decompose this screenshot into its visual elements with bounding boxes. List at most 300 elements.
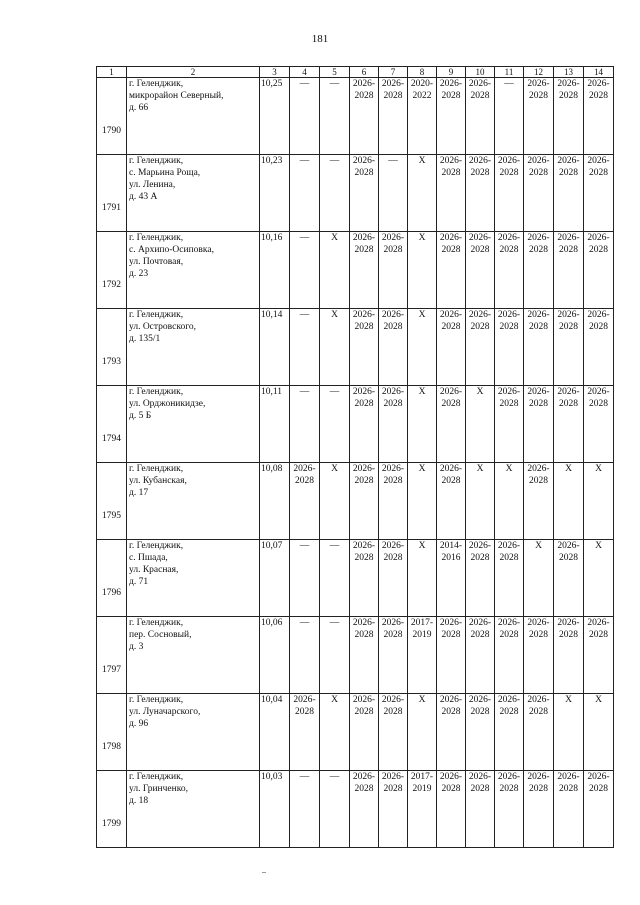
- address-line: ул. Ленина,: [129, 180, 176, 190]
- period-text: 2028: [529, 245, 548, 255]
- period-text: 2028: [354, 91, 374, 101]
- period-text: X: [476, 464, 484, 474]
- period-text: 2028: [529, 322, 548, 332]
- period-cell: [495, 78, 524, 155]
- period-text: X: [331, 464, 338, 474]
- rating-value: 10,11: [260, 386, 290, 463]
- period-text: 2026-: [587, 156, 610, 166]
- period-cell: [320, 540, 350, 617]
- period-cell: [320, 694, 350, 771]
- period-text: 2026-: [587, 310, 610, 320]
- period-text: 2026-: [352, 464, 376, 474]
- period-cell: [408, 694, 437, 771]
- period-text: X: [331, 233, 338, 243]
- period-cell: [320, 78, 350, 155]
- rating-value: 10,07: [260, 540, 290, 617]
- period-text: —: [299, 541, 310, 551]
- period-text: X: [418, 695, 426, 705]
- period-text: —: [329, 618, 340, 628]
- scan-mark: [262, 872, 266, 873]
- period-text: 2026-: [587, 772, 610, 782]
- period-text: 2028: [559, 168, 578, 178]
- period-text: 2026-: [439, 387, 463, 397]
- address-cell: [127, 232, 260, 309]
- table-row: [97, 771, 614, 848]
- period-cell: [466, 386, 495, 463]
- row-number: 1797: [97, 617, 127, 694]
- row-number: 1790: [97, 78, 127, 155]
- period-cell: [408, 617, 437, 694]
- period-cell: [437, 386, 466, 463]
- address-line: г. Геленджик,: [129, 618, 184, 628]
- address-line: д. 43 А: [129, 192, 158, 202]
- period-text: 2028: [470, 630, 490, 640]
- address-line: г. Геленджик,: [129, 695, 184, 705]
- column-header: 13: [554, 67, 584, 78]
- period-cell: [408, 232, 437, 309]
- period-text: 2026-: [381, 464, 405, 474]
- period-text: 2028: [383, 91, 403, 101]
- period-text: 2028: [529, 476, 548, 486]
- period-cell: [584, 694, 614, 771]
- period-text: 2028: [383, 245, 403, 255]
- period-text: 2028: [589, 245, 608, 255]
- period-text: 2028: [441, 707, 461, 717]
- period-text: 2026-: [468, 156, 492, 166]
- period-cell: [290, 386, 320, 463]
- period-cell: [379, 771, 408, 848]
- row-number: 1796: [97, 540, 127, 617]
- period-text: 2028: [559, 91, 578, 101]
- column-header: 8: [408, 67, 437, 78]
- period-text: 2028: [589, 630, 608, 640]
- period-text: 2026-: [468, 541, 492, 551]
- period-text: 2026-: [439, 156, 463, 166]
- period-cell: [584, 617, 614, 694]
- period-cell: [408, 78, 437, 155]
- period-cell: [408, 771, 437, 848]
- period-cell: [495, 155, 524, 232]
- period-cell: [350, 155, 379, 232]
- period-text: 2028: [354, 399, 374, 409]
- period-text: 2026-: [439, 464, 463, 474]
- address-cell: [127, 386, 260, 463]
- period-text: 2028: [383, 630, 403, 640]
- period-cell: [379, 309, 408, 386]
- period-text: 2026-: [468, 233, 492, 243]
- address-line: г. Геленджик,: [129, 464, 184, 474]
- period-text: 2026-: [381, 233, 405, 243]
- period-cell: [408, 155, 437, 232]
- period-cell: [379, 232, 408, 309]
- period-text: 2028: [354, 630, 374, 640]
- period-text: 2028: [354, 476, 374, 486]
- period-text: 2026-: [527, 233, 550, 243]
- period-text: X: [595, 541, 602, 551]
- period-text: X: [595, 695, 602, 705]
- column-header: 10: [466, 67, 495, 78]
- address-cell: [127, 771, 260, 848]
- period-cell: [437, 78, 466, 155]
- period-cell: [350, 232, 379, 309]
- column-header: 1: [97, 67, 127, 78]
- period-text: X: [505, 464, 513, 474]
- period-cell: [466, 463, 495, 540]
- table-row: [97, 78, 614, 155]
- period-text: 2028: [441, 399, 461, 409]
- address-line: с. Марьина Роща,: [129, 168, 201, 178]
- period-cell: [320, 386, 350, 463]
- period-cell: [495, 386, 524, 463]
- period-cell: [290, 771, 320, 848]
- period-text: 2028: [589, 399, 608, 409]
- period-text: 2028: [441, 168, 461, 178]
- period-text: X: [418, 387, 426, 397]
- period-text: 2026-: [381, 541, 405, 551]
- period-cell: [437, 155, 466, 232]
- period-text: 2026-: [468, 79, 492, 89]
- period-text: 2019: [412, 784, 432, 794]
- row-number: 1791: [97, 155, 127, 232]
- rating-value: 10,25: [260, 78, 290, 155]
- period-text: 2026-: [352, 695, 376, 705]
- address-line: г. Геленджик,: [129, 233, 184, 243]
- period-cell: [466, 694, 495, 771]
- period-text: 2026-: [587, 618, 610, 628]
- period-cell: [584, 78, 614, 155]
- period-text: —: [299, 156, 310, 166]
- period-cell: [524, 309, 554, 386]
- address-line: д. 96: [129, 719, 149, 729]
- table-row: [97, 386, 614, 463]
- address-line: д. 23: [129, 269, 149, 279]
- period-text: —: [504, 79, 514, 89]
- period-cell: [320, 155, 350, 232]
- period-cell: [466, 78, 495, 155]
- period-text: 2026-: [497, 541, 521, 551]
- period-cell: [350, 617, 379, 694]
- address-line: г. Геленджик,: [129, 772, 184, 782]
- period-cell: [466, 540, 495, 617]
- period-text: 2026-: [527, 310, 550, 320]
- period-text: 2028: [470, 91, 490, 101]
- address-line: микрорайон Северный,: [129, 91, 224, 101]
- period-text: 2028: [470, 168, 490, 178]
- period-cell: [584, 232, 614, 309]
- period-text: 2026-: [381, 618, 405, 628]
- period-text: 2028: [529, 784, 548, 794]
- period-cell: [290, 155, 320, 232]
- period-text: 2026-: [557, 772, 580, 782]
- period-cell: [554, 386, 584, 463]
- period-cell: [554, 309, 584, 386]
- row-number: 1798: [97, 694, 127, 771]
- column-header: 7: [379, 67, 408, 78]
- period-cell: [495, 540, 524, 617]
- period-text: X: [535, 541, 542, 551]
- column-header: 11: [495, 67, 524, 78]
- period-text: —: [329, 79, 340, 89]
- period-cell: [437, 309, 466, 386]
- column-header: 9: [437, 67, 466, 78]
- period-text: 2026-: [468, 695, 492, 705]
- period-text: 2026-: [557, 618, 580, 628]
- period-text: 2028: [499, 707, 519, 717]
- period-cell: [290, 78, 320, 155]
- period-text: 2028: [354, 707, 374, 717]
- period-cell: [495, 694, 524, 771]
- period-text: 2017-: [410, 618, 434, 628]
- period-text: 2026-: [527, 79, 550, 89]
- period-text: 2028: [499, 553, 519, 563]
- rating-value: 10,16: [260, 232, 290, 309]
- period-text: —: [299, 233, 310, 243]
- address-cell: [127, 617, 260, 694]
- period-text: 2028: [529, 630, 548, 640]
- rating-value: 10,08: [260, 463, 290, 540]
- period-text: 2028: [295, 476, 314, 486]
- address-line: ул. Почтовая,: [129, 257, 184, 267]
- period-text: —: [329, 387, 340, 397]
- column-header: 3: [260, 67, 290, 78]
- period-text: 2026-: [352, 79, 376, 89]
- address-line: ул. Орджоникидзе,: [129, 399, 206, 409]
- address-line: ул. Гринченко,: [129, 784, 188, 794]
- period-text: 2026-: [587, 233, 610, 243]
- period-text: —: [299, 310, 310, 320]
- row-number: 1799: [97, 771, 127, 848]
- period-cell: [350, 540, 379, 617]
- period-cell: [408, 309, 437, 386]
- column-header: 4: [290, 67, 320, 78]
- address-line: д. 18: [129, 796, 149, 806]
- period-cell: [437, 617, 466, 694]
- period-cell: [290, 232, 320, 309]
- period-text: 2014-: [439, 541, 463, 551]
- period-text: 2026-: [527, 695, 550, 705]
- period-cell: [495, 771, 524, 848]
- period-text: 2028: [441, 630, 461, 640]
- address-line: ул. Красная,: [129, 565, 179, 575]
- address-line: д. 66: [129, 103, 149, 113]
- rating-value: 10,06: [260, 617, 290, 694]
- period-text: 2026-: [527, 387, 550, 397]
- period-cell: [290, 309, 320, 386]
- period-cell: [554, 694, 584, 771]
- period-text: 2026-: [439, 772, 463, 782]
- period-text: 2028: [441, 245, 461, 255]
- period-text: 2028: [499, 168, 519, 178]
- period-cell: [437, 771, 466, 848]
- period-text: —: [299, 79, 310, 89]
- period-text: 2028: [559, 399, 578, 409]
- period-text: X: [418, 233, 426, 243]
- period-text: X: [418, 541, 426, 551]
- period-cell: [350, 78, 379, 155]
- period-text: X: [418, 156, 426, 166]
- row-number: 1793: [97, 309, 127, 386]
- period-text: 2026-: [352, 772, 376, 782]
- row-number: 1794: [97, 386, 127, 463]
- address-cell: [127, 463, 260, 540]
- period-cell: [495, 463, 524, 540]
- period-text: 2026-: [497, 772, 521, 782]
- period-text: 2026-: [497, 387, 521, 397]
- period-text: 2026-: [381, 695, 405, 705]
- period-cell: [466, 309, 495, 386]
- period-cell: [584, 540, 614, 617]
- period-text: 2017-: [410, 772, 434, 782]
- period-text: X: [331, 695, 338, 705]
- period-cell: [524, 155, 554, 232]
- period-text: 2028: [441, 322, 461, 332]
- address-line: д. 17: [129, 488, 149, 498]
- period-text: X: [595, 464, 602, 474]
- period-text: —: [329, 156, 340, 166]
- period-text: 2028: [499, 630, 519, 640]
- period-text: 2028: [441, 784, 461, 794]
- address-line: ул. Островского,: [129, 322, 196, 332]
- column-header: 2: [127, 67, 260, 78]
- period-text: 2026-: [352, 541, 376, 551]
- address-cell: [127, 540, 260, 617]
- period-text: 2026-: [352, 156, 376, 166]
- period-text: —: [299, 772, 310, 782]
- period-cell: [495, 232, 524, 309]
- period-text: 2022: [412, 91, 432, 101]
- period-text: 2026-: [557, 156, 580, 166]
- period-text: 2026-: [468, 772, 492, 782]
- period-text: X: [565, 464, 572, 474]
- address-line: г. Геленджик,: [129, 310, 184, 320]
- period-text: 2028: [589, 784, 608, 794]
- address-cell: [127, 309, 260, 386]
- period-cell: [554, 771, 584, 848]
- address-line: д. 3: [129, 642, 144, 652]
- rating-value: 10,14: [260, 309, 290, 386]
- period-cell: [350, 771, 379, 848]
- period-cell: [466, 155, 495, 232]
- period-cell: [524, 78, 554, 155]
- period-text: 2026-: [587, 79, 610, 89]
- address-line: с. Архипо-Осиповка,: [129, 245, 214, 255]
- period-text: 2028: [354, 553, 374, 563]
- period-text: 2028: [354, 168, 374, 178]
- period-cell: [290, 463, 320, 540]
- period-cell: [524, 540, 554, 617]
- table-row: [97, 694, 614, 771]
- column-header: 5: [320, 67, 350, 78]
- period-cell: [350, 694, 379, 771]
- period-text: X: [418, 310, 426, 320]
- period-cell: [584, 309, 614, 386]
- period-text: 2026-: [293, 695, 316, 705]
- period-text: 2028: [559, 630, 578, 640]
- rating-value: 10,23: [260, 155, 290, 232]
- address-line: с. Пшада,: [129, 553, 168, 563]
- period-cell: [524, 463, 554, 540]
- period-text: 2028: [499, 245, 519, 255]
- period-cell: [524, 617, 554, 694]
- period-cell: [320, 309, 350, 386]
- period-cell: [584, 771, 614, 848]
- period-text: 2026-: [439, 310, 463, 320]
- period-cell: [350, 463, 379, 540]
- period-text: 2026-: [381, 772, 405, 782]
- period-cell: [437, 694, 466, 771]
- period-text: 2028: [441, 91, 461, 101]
- period-text: 2026-: [439, 618, 463, 628]
- table-row: [97, 309, 614, 386]
- period-cell: [379, 78, 408, 155]
- period-text: 2028: [559, 784, 578, 794]
- period-cell: [379, 617, 408, 694]
- period-text: 2026-: [352, 233, 376, 243]
- period-cell: [290, 694, 320, 771]
- period-text: 2026-: [557, 79, 580, 89]
- period-text: 2026-: [381, 79, 405, 89]
- period-cell: [320, 771, 350, 848]
- period-text: —: [329, 541, 340, 551]
- period-cell: [408, 386, 437, 463]
- period-cell: [437, 540, 466, 617]
- period-text: 2026-: [497, 618, 521, 628]
- period-text: 2028: [589, 322, 608, 332]
- period-cell: [524, 771, 554, 848]
- address-line: ул. Кубанская,: [129, 476, 187, 486]
- period-text: 2028: [441, 476, 461, 486]
- column-header: 6: [350, 67, 379, 78]
- address-line: г. Геленджик,: [129, 387, 184, 397]
- period-text: 2026-: [468, 310, 492, 320]
- period-text: 2026-: [497, 156, 521, 166]
- period-cell: [437, 232, 466, 309]
- period-text: 2028: [529, 399, 548, 409]
- period-text: X: [418, 464, 426, 474]
- table-row: [97, 155, 614, 232]
- period-text: 2026-: [557, 233, 580, 243]
- period-text: 2028: [559, 322, 578, 332]
- period-text: 2028: [559, 553, 578, 563]
- period-text: 2028: [383, 707, 403, 717]
- period-text: 2026-: [527, 772, 550, 782]
- period-cell: [524, 386, 554, 463]
- period-cell: [350, 309, 379, 386]
- period-text: 2028: [499, 399, 519, 409]
- period-cell: [584, 155, 614, 232]
- address-line: д. 135/1: [129, 334, 161, 344]
- period-cell: [290, 617, 320, 694]
- period-text: 2028: [589, 91, 608, 101]
- period-text: 2028: [529, 707, 548, 717]
- period-text: 2026-: [557, 541, 580, 551]
- period-cell: [408, 540, 437, 617]
- period-cell: [466, 617, 495, 694]
- period-text: 2026-: [293, 464, 316, 474]
- period-text: 2026-: [557, 310, 580, 320]
- column-header: 14: [584, 67, 614, 78]
- period-text: 2028: [470, 707, 490, 717]
- period-text: X: [565, 695, 572, 705]
- period-cell: [320, 232, 350, 309]
- address-line: д. 71: [129, 577, 149, 587]
- period-cell: [379, 386, 408, 463]
- period-text: 2028: [354, 245, 374, 255]
- period-text: 2026-: [439, 79, 463, 89]
- row-number: 1792: [97, 232, 127, 309]
- period-text: X: [476, 387, 484, 397]
- period-text: 2028: [383, 476, 403, 486]
